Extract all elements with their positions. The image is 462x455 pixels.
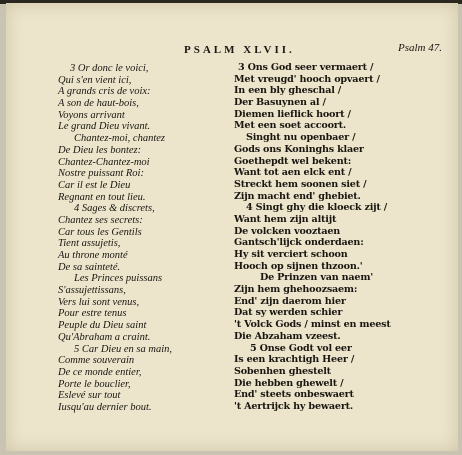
verse-line: Hy sit verciert schoon [234, 249, 348, 260]
verse-line: Car il est le Dieu [58, 179, 131, 191]
verse-line: 5 Onse Godt vol eer [250, 342, 352, 354]
running-title: PSALM XLVII. [184, 44, 295, 56]
verse-line: Chantez-Chantez-moi [58, 156, 150, 168]
verse-line: Streckt hem soonen siet / [234, 178, 367, 190]
verse-line: 3 Or donc le voici, [70, 63, 149, 74]
verse-line: End' zijn daerom hier [234, 295, 346, 307]
verse-line: Chantez-moi, chantez [74, 133, 165, 145]
verse-line: Gantsch'lijck onderdaen: [234, 237, 364, 249]
verse-line: 4 Singt ghy die kloeck zijt / [246, 202, 388, 214]
verse-line: Zijn hem ghehoozsaem: [234, 284, 358, 296]
book-page [6, 3, 458, 451]
verse-line: 5 Car Dieu en sa main, [74, 343, 172, 355]
verse-line: 3 Ons God seer vermaert / [238, 62, 374, 73]
verse-line: 't Volck Gods / minst en meest [234, 319, 391, 331]
verse-line: Die Abzaham vzeest. [234, 330, 341, 342]
verse-line: De ce monde entier, [58, 366, 142, 378]
page-header [6, 44, 458, 60]
verse-line: Au throne monté [58, 250, 128, 261]
verse-line: Die hebben ghewelt / [234, 377, 344, 389]
verse-line: Iusqu'au dernier bout. [58, 401, 152, 413]
verse-line: Met een soet accoort. [234, 120, 347, 132]
verse-line: Comme souverain [58, 355, 135, 367]
verse-line: De Prinzen van naem' [260, 272, 374, 284]
verse-line: Dat sy werden schier [234, 307, 343, 319]
verse-line: 4 Sages & discrets, [74, 203, 155, 215]
verse-line: Want hem zijn altijt [234, 213, 337, 225]
verse-line: Eslevé sur tout [58, 390, 121, 402]
verse-line: Qu'Abraham a craint. [58, 331, 151, 343]
verse-line: De volcken vooztaen [234, 225, 341, 237]
verse-line: Les Princes puissans [74, 273, 163, 285]
verse-line: Is een krachtigh Heer / [234, 354, 355, 366]
french-verse-column [58, 63, 172, 414]
verse-line: Car tous les Gentils [58, 226, 142, 238]
verse-line: Diemen lieflick hoort / [234, 108, 351, 120]
verse-line: Le grand Dieu vivant. [58, 121, 151, 133]
verse-line: De sa sainteté. [58, 261, 121, 273]
verse-line: De Dieu les bontez: [58, 144, 142, 156]
verse-line: Porte le bouclier, [58, 378, 131, 390]
verse-line: Chantez ses secrets: [58, 214, 143, 226]
verse-line: Singht nu openbaer / [246, 132, 356, 144]
verse-line: A grands cris de voix: [58, 86, 151, 98]
verse-line: Met vreugd' hooch opvaert / [234, 73, 380, 85]
verse-line: Gods ons Koninghs klaer [234, 143, 364, 155]
verse-line: Voyons arrivant [58, 109, 125, 121]
verse-line: Zijn macht end' ghebiet. [234, 190, 361, 202]
verse-line: Der Basuynen al / [234, 97, 326, 109]
verse-line: Goethepdt wel bekent: [234, 155, 352, 167]
verse-line: Sobenhen ghestelt [234, 365, 331, 377]
verse-line: Vers lui sont venus, [58, 296, 140, 308]
verse-line: Nostre puissant Roi: [58, 168, 144, 180]
verse-line: A son de haut-bois, [58, 98, 139, 110]
verse-line: S'assujettissans, [58, 285, 126, 297]
verse-line: Regnant en tout lieu. [58, 191, 146, 203]
verse-line: End' steets onbeswaert [234, 389, 354, 401]
verse-line: Tient assujetis, [58, 238, 121, 250]
verse-line: 't Aertrijck hy bewaert. [234, 400, 354, 412]
verse-line: Peuple du Dieu saint [58, 320, 147, 332]
verse-line: Hooch op sijnen thzoon.' [234, 260, 363, 272]
verse-line: In een bly gheschal / [234, 85, 342, 97]
dutch-verse-column [234, 62, 391, 413]
verse-line: Want tot aen elck ent / [234, 167, 352, 179]
verse-line: Qui s'en vient ici, [58, 74, 132, 86]
verse-line: Pour estre tenus [58, 308, 127, 320]
psalm-reference: Psalm 47. [398, 42, 442, 54]
